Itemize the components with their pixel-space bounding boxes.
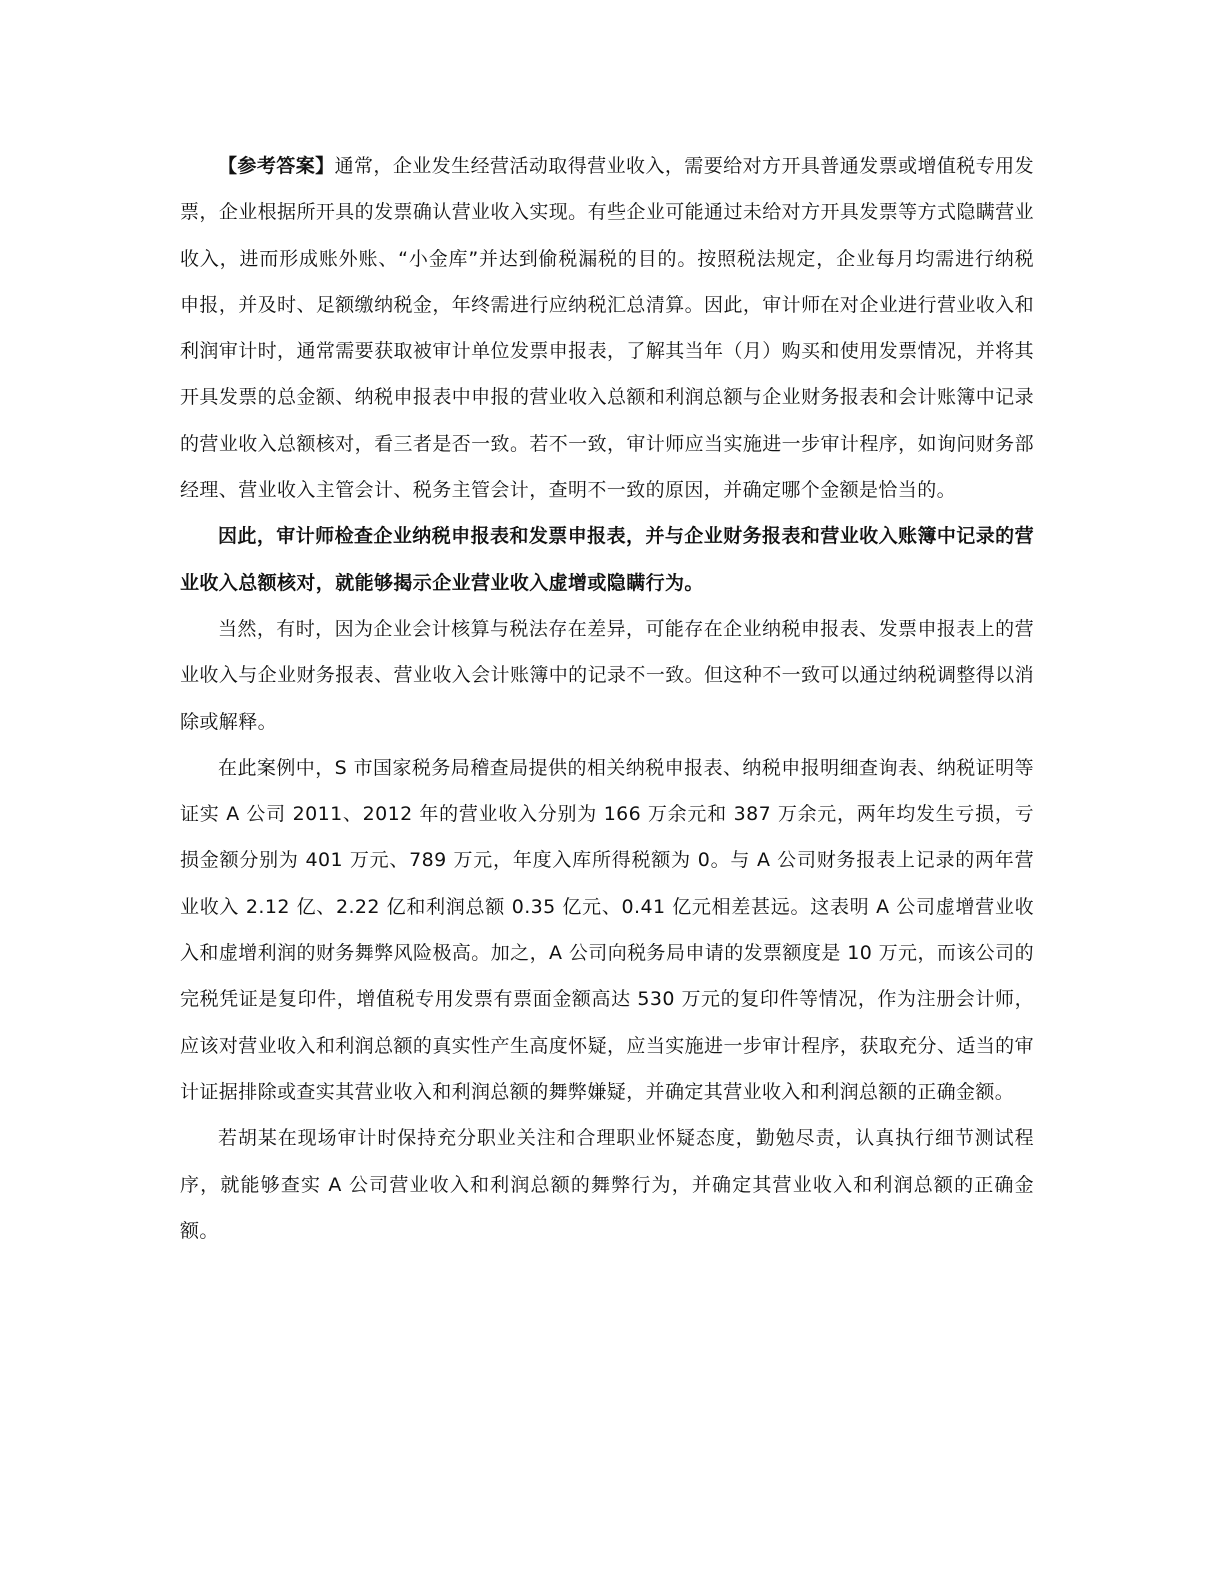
tax-difference-paragraph: 当然，有时，因为企业会计核算与税法存在差异，可能存在企业纳税申报表、发票申报表上的营业收入与企业财务报表、营业收入会计账簿中的记录不一致。但这种不一致可以通过纳税调整得以消除或解释。 <box>180 617 1034 733</box>
document-page <box>180 143 1034 1254</box>
answer-text: 通常，企业发生经营活动取得营业收入，需要给对方开具普通发票或增值税专用发票，企业根据所开具的发票确认营业收入实现。有些企业可能通过未给对方开具发票等方式隐瞒营业收入，进而形成账外账、“小金库”并达到偷税漏税的目的。按照税法规定，企业每月均需进行纳税申报，并及时、足额缴纳税金，年终需进行应纳税汇总清算。因此，审计师在对企业进行营业收入和利润审计时，通常需要获取被审计单位发票申报表，了解其当年（月）购买和使用发票情况，并将其开具发票的总金额、纳税申报表中申报的营业收入总额和利润总额与企业财务报表和会计账簿中记录的营业收入总额核对，看三者是否一致。若不一致，审计师应当实施进一步审计程序，如询问财务部经理、营业收入主管会计、税务主管会计，查明不一致的原因，并确定哪个金额是恰当的。 <box>180 155 1034 502</box>
answer-label: 【参考答案】 <box>218 155 335 177</box>
answer-paragraph <box>180 143 1034 513</box>
conclusion-paragraph: 因此，审计师检查企业纳税申报表和发票申报表，并与企业财务报表和营业收入账簿中记录的营业收入总额核对，就能够揭示企业营业收入虚增或隐瞒行为。 <box>180 525 1034 594</box>
final-paragraph: 若胡某在现场审计时保持充分职业关注和合理职业怀疑态度，勤勉尽责，认真执行细节测试程序，就能够查实 A 公司营业收入和利润总额的舞弊行为，并确定其营业收入和利润总额的正确金额。 <box>180 1127 1034 1242</box>
case-analysis-paragraph: 在此案例中，S 市国家税务局稽查局提供的相关纳税申报表、纳税申报明细查询表、纳税证明等证实 A 公司 2011、2012 年的营业收入分别为 166 万余元和 387 万余元，两年均发生亏损，亏损金额分别为 401 万元、789 万元，年度入库所得税额为 0。与 A 公司财务报表上记录的两年营业收入 2.12 亿、2.22 亿和利润总额 0.35 亿元、0.41 亿元相差甚远。这表明 A 公司虚增营业收入和虚增利润的财务舞弊风险极高。加之，A 公司向税务局申请的发票额度是 10 万元，而该公司的完税凭证是复印件，增值税专用发票有票面金额高达 530 万元的复印件等情况，作为注册会计师，应该对营业收入和利润总额的真实性产生高度怀疑，应当实施进一步审计程序，获取充分、适当的审计证据排除或查实其营业收入和利润总额的舞弊嫌疑，并确定其营业收入和利润总额的正确金额。 <box>180 756 1034 1103</box>
